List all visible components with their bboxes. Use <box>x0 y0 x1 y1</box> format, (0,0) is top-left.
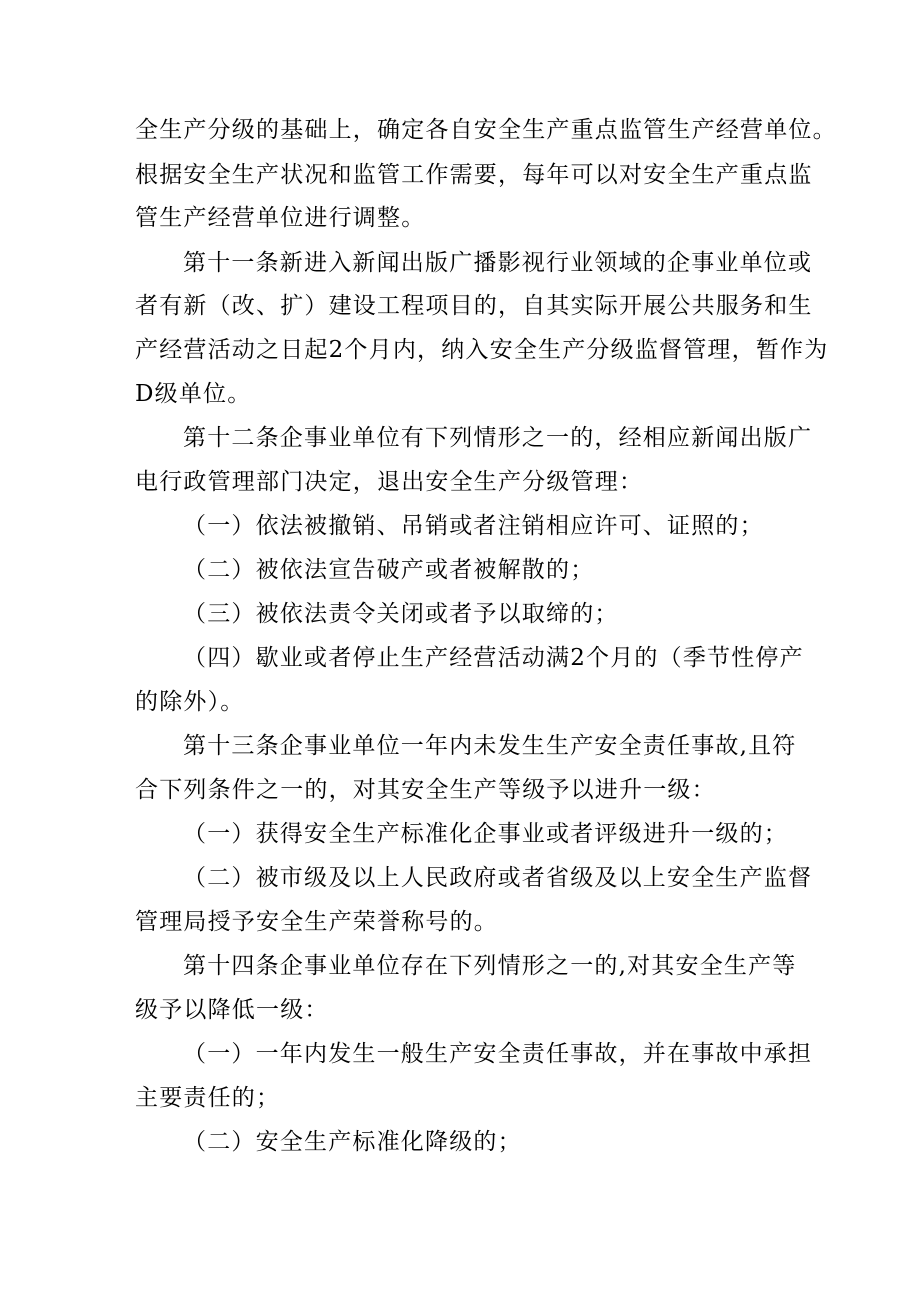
text-line: 级予以降低一级： <box>135 997 329 1023</box>
text-line: 产经营活动之日起2个月内，纳入安全生产分级监督管理，暂作为 <box>135 337 829 363</box>
text-line: 者有新（改、扩）建设工程项目的，自其实际开展公共服务和生 <box>135 293 813 319</box>
list-item: （三）被依法责令关闭或者予以取缔的； <box>183 601 619 627</box>
text-line: 的除外）。 <box>135 689 245 715</box>
list-item: （二）被市级及以上人民政府或者省级及以上安全生产监督 <box>183 865 813 891</box>
text-line: 合下列条件之一的，对其安全生产等级予以进升一级： <box>135 777 716 803</box>
text-line: 管理局授予安全生产荣誉称号的。 <box>135 909 498 935</box>
list-item: （二）被依法宣告破产或者被解散的； <box>183 557 595 583</box>
list-item: （一）获得安全生产标准化企事业或者评级进升一级的； <box>183 821 788 847</box>
text-line: 全生产分级的基础上，确定各自安全生产重点监管生产经营单位。 <box>135 117 837 143</box>
article-11-first-line: 第十一条新进入新闻出版广播影视行业领域的企事业单位或 <box>183 250 813 276</box>
list-item: （四）歇业或者停止生产经营活动满2个月的（季节性停产 <box>183 645 804 671</box>
article-13-first-line: 第十三条企事业单位一年内未发生生产安全责任事故,且符 <box>183 733 797 759</box>
list-item: （一）依法被撤销、吊销或者注销相应许可、证照的； <box>183 513 764 539</box>
list-item: （二）安全生产标准化降级的； <box>183 1129 522 1155</box>
text-line: 管生产经营单位进行调整。 <box>135 205 426 231</box>
article-12-first-line: 第十二条企事业单位有下列情形之一的，经相应新闻出版广 <box>183 425 813 451</box>
list-item: （一）一年内发生一般生产安全责任事故，并在事故中承担 <box>183 1041 813 1067</box>
text-line: D级单位。 <box>135 381 252 407</box>
article-14-first-line: 第十四条企事业单位存在下列情形之一的,对其安全生产等 <box>183 953 797 979</box>
text-line: 主要责任的； <box>135 1085 281 1111</box>
text-line: 电行政管理部门决定，退出安全生产分级管理： <box>135 469 644 495</box>
text-line: 根据安全生产状况和监管工作需要，每年可以对安全生产重点监 <box>135 162 813 188</box>
